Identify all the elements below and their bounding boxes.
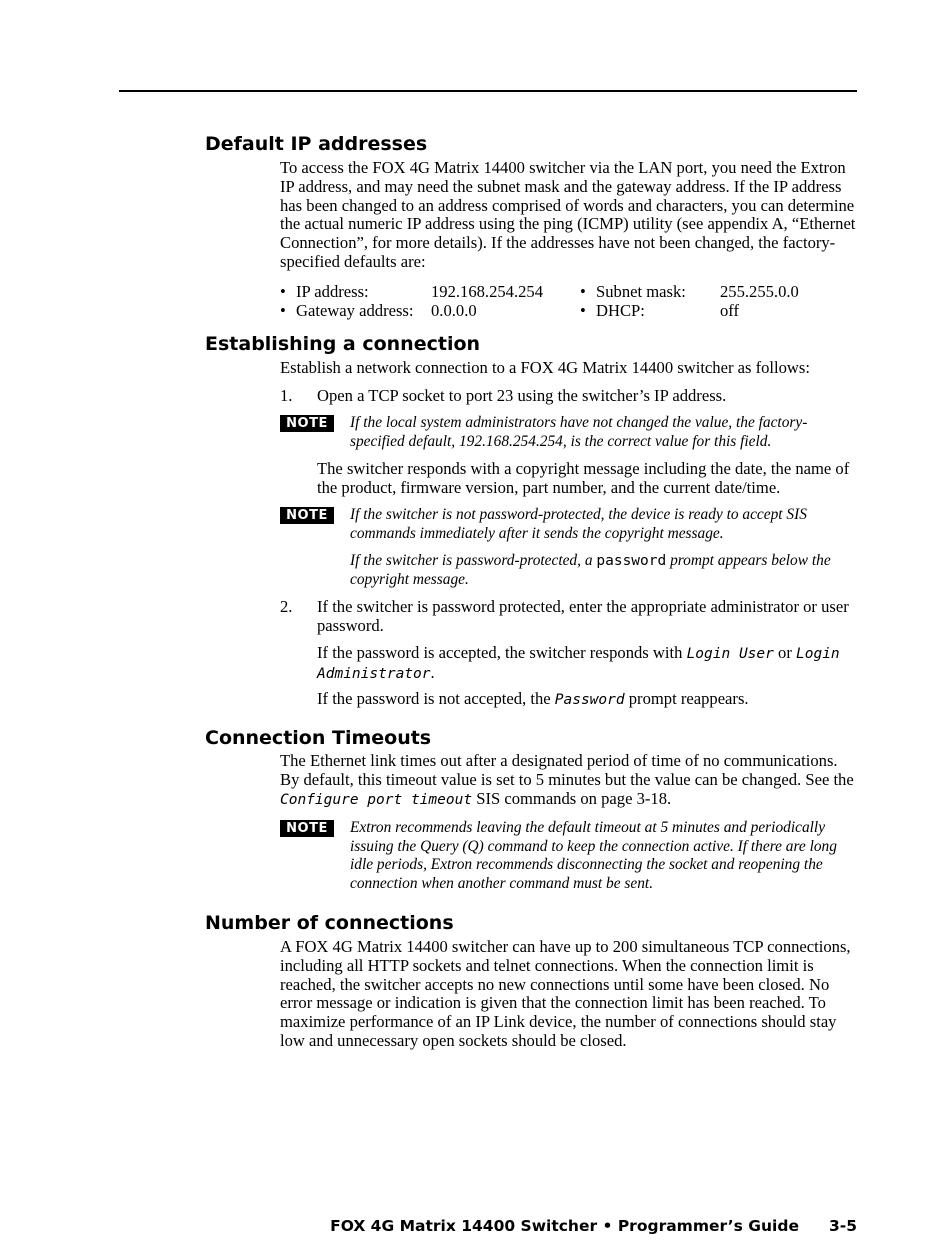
- subnet-value: 255.255.0.0: [720, 282, 799, 301]
- dhcp-label: DHCP:: [596, 300, 645, 320]
- copyright-response-text: The switcher responds with a copyright message including the date, the name of the product, firmware version, part number, and the current date/time.: [317, 459, 850, 497]
- address-row: [280, 302, 860, 321]
- note-default-ip: If the local system administrators have not changed the value, the factory-specified default, 192.168.254.254, is the correct value for this field.: [350, 414, 808, 450]
- heading-default-ip: Default IP addresses: [205, 133, 428, 155]
- note-not-password-protected: If the switcher is not password-protected, the device is ready to accept SIS commands immediately after it sends the copyright message.: [350, 506, 807, 542]
- subnet-label: Subnet mask:: [596, 282, 686, 301]
- footer-title: FOX 4G Matrix 14400 Switcher • Programmer’s Guide: [330, 1217, 799, 1235]
- default-address-list: [280, 283, 860, 321]
- establishing-intro: Establish a network connection to a FOX 4G Matrix 14400 switcher as follows:: [280, 358, 810, 377]
- default-ip-intro: To access the FOX 4G Matrix 14400 switcher via the LAN port, you need the Extron IP address, and may need the subnet mask and the gateway address. If the IP address has been changed to an address comprised of words and characters, you can determine the actual numeric IP address using the ping (ICMP) utility (see appendix A, “Ethernet Connection”, for more details). If the addresses have not been changed, the factory-specified defaults are:: [280, 158, 856, 271]
- gateway-label: Gateway address:: [296, 300, 414, 320]
- note-badge: NOTE: [280, 820, 334, 837]
- password-not-accepted-text: If the password is not accepted, the Password prompt reappears.: [317, 689, 749, 708]
- step-text: If the switcher is password protected, enter the appropriate administrator or user password.: [317, 597, 849, 635]
- login-admin-code: Login Administrator: [317, 646, 840, 682]
- connections-body: A FOX 4G Matrix 14400 switcher can have up to 200 simultaneous TCP connections, including all HTTP sockets and telnet connections. When the connection limit is reached, the switcher accepts no new connections until some have been closed. No error message or indication is given that the connection limit has been reached. To maximize performance of an IP Link device, the number of connections should stay low and unnecessary open sockets should be closed.: [280, 937, 851, 1050]
- bullet: •: [280, 300, 286, 320]
- heading-timeouts: Connection Timeouts: [205, 727, 432, 749]
- gateway-value: 0.0.0.0: [431, 300, 477, 320]
- step-number: 2.: [280, 597, 293, 616]
- page-number: 3-5: [828, 1217, 857, 1235]
- password-prompt-code: Password: [554, 692, 625, 708]
- password-code: password: [596, 553, 667, 569]
- heading-establishing: Establishing a connection: [205, 333, 481, 355]
- header-rule: [119, 90, 857, 92]
- address-row: [280, 283, 860, 302]
- heading-connections: Number of connections: [205, 912, 454, 934]
- note-timeout: Extron recommends leaving the default timeout at 5 minutes and periodically issuing the Query (Q) command to keep the connection active. If there are long idle periods, Extron recommends disconnecting the socket and reopening the connection when another command must be sent.: [350, 819, 837, 892]
- step-text: Open a TCP socket to port 23 using the switcher’s IP address.: [317, 386, 727, 405]
- configure-timeout-code: Configure port timeout: [280, 791, 473, 808]
- login-user-code: Login User: [686, 646, 774, 662]
- bullet: •: [580, 282, 586, 301]
- page-footer: [330, 1217, 857, 1235]
- note-badge: NOTE: [280, 415, 334, 432]
- ip-label: IP address:: [296, 282, 369, 301]
- note-password-protected: If the switcher is password-protected, a password prompt appears below the copyright message.: [350, 552, 831, 588]
- bullet: •: [280, 282, 286, 301]
- step-number: 1.: [280, 386, 293, 405]
- ip-value: 192.168.254.254: [431, 282, 544, 301]
- timeouts-body: The Ethernet link times out after a designated period of time of no communications. By default, this timeout value is set to 5 minutes but the value can be changed. See the Configure port timeout SIS commands on page 3-18.: [280, 751, 854, 808]
- dhcp-value: off: [720, 300, 740, 320]
- note-badge: NOTE: [280, 507, 334, 524]
- bullet: •: [580, 300, 586, 320]
- password-accepted-text: If the password is accepted, the switcher responds with Login User or Login Administrator.: [317, 643, 840, 682]
